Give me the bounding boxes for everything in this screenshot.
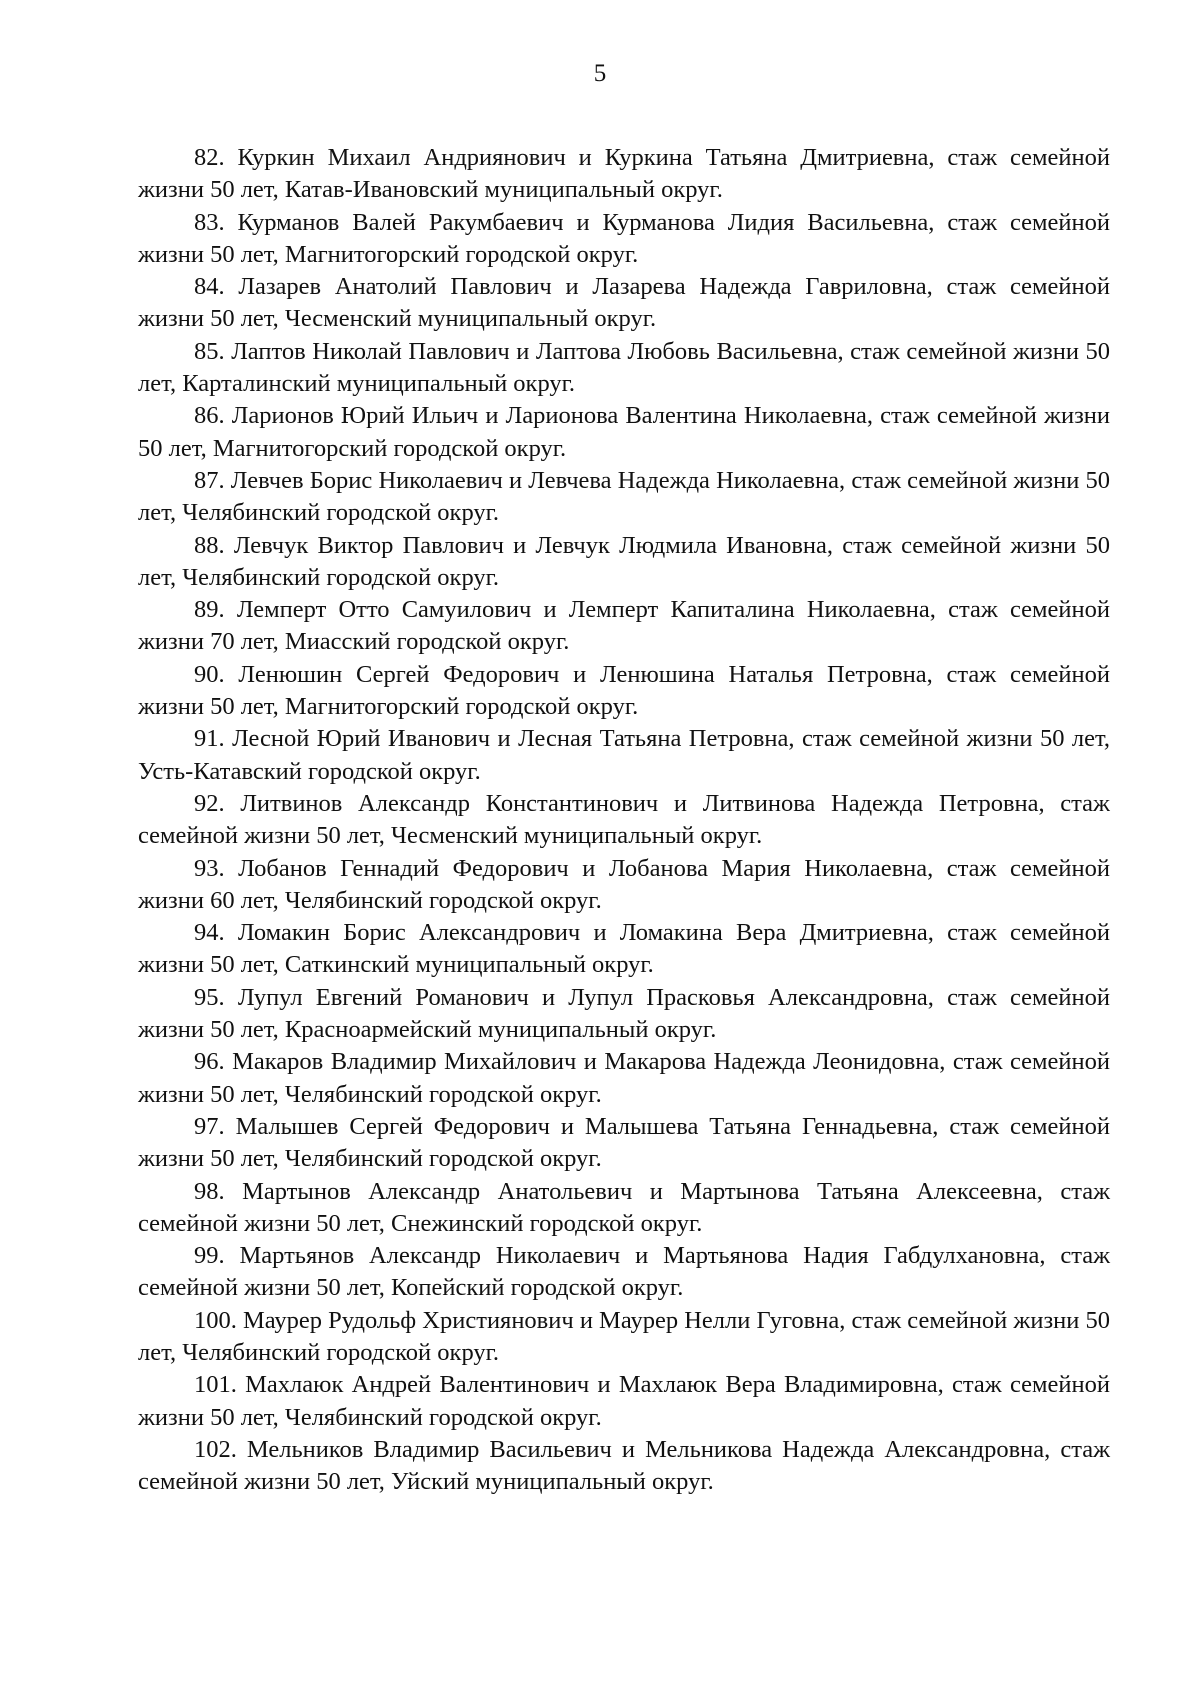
list-item: 100. Маурер Рудольф Християнович и Маурер Нелли Гуговна, стаж семейной жизни 50 лет, Челябинский городской округ.	[138, 1306, 1110, 1366]
list-item: 95. Лупул Евгений Романович и Лупул Прасковья Александровна, стаж семейной жизни 50 лет, Красноармейский муниципальный округ.	[138, 983, 1110, 1044]
list-item: 82. Куркин Михаил Андриянович и Куркина Татьяна Дмитриевна, стаж семейной жизни 50 лет, Катав-Ивановский муниципальный округ.	[138, 144, 1110, 204]
list-item: 84. Лазарев Анатолий Павлович и Лазарева Надежда Гавриловна, стаж семейной жизни 50 лет, Чесменский муниципальный округ.	[138, 273, 1110, 333]
list-item: 83. Курманов Валей Ракумбаевич и Курманова Лидия Васильевна, стаж семейной жизни 50 лет, Магнитогорский городской округ.	[138, 208, 1110, 268]
list-item: 97. Малышев Сергей Федорович и Малышева Татьяна Геннадьевна, стаж семейной жизни 50 лет, Челябинский городской округ.	[138, 1112, 1110, 1173]
list-item: 91. Лесной Юрий Иванович и Лесная Татьяна Петровна, стаж семейной жизни 50 лет, Усть-Катавский городской округ.	[138, 725, 1110, 785]
list-item: 101. Махлаюк Андрей Валентинович и Махлаюк Вера Владимировна, стаж семейной жизни 50 лет, Челябинский городской округ.	[138, 1371, 1110, 1431]
list-item: 89. Лемперт Отто Самуилович и Лемперт Капиталина Николаевна, стаж семейной жизни 70 лет, Миасский городской округ.	[138, 596, 1110, 656]
list-item: 96. Макаров Владимир Михайлович и Макарова Надежда Леонидовна, стаж семейной жизни 50 лет, Челябинский городской округ.	[138, 1048, 1110, 1108]
list-item: 93. Лобанов Геннадий Федорович и Лобанова Мария Николаевна, стаж семейной жизни 60 лет, Челябинский городской округ.	[138, 854, 1110, 914]
list-item: 92. Литвинов Александр Константинович и Литвинова Надежда Петровна, стаж семейной жизни 50 лет, Чесменский муниципальный округ.	[138, 789, 1110, 850]
list-item: 98. Мартынов Александр Анатольевич и Мартынова Татьяна Алексеевна, стаж семейной жизни 50 лет, Снежинский городской округ.	[138, 1177, 1110, 1237]
award-list	[138, 142, 1110, 1498]
page-number: 5	[593, 60, 607, 87]
list-item: 94. Ломакин Борис Александрович и Ломакина Вера Дмитриевна, стаж семейной жизни 50 лет, Саткинский муниципальный округ.	[138, 919, 1110, 979]
list-item: 87. Левчев Борис Николаевич и Левчева Надежда Николаевна, стаж семейной жизни 50 лет, Челябинский городской округ.	[138, 466, 1110, 527]
list-item: 90. Ленюшин Сергей Федорович и Ленюшина Наталья Петровна, стаж семейной жизни 50 лет, Магнитогорский городской округ.	[138, 660, 1110, 721]
list-item: 102. Мельников Владимир Васильевич и Мельникова Надежда Александровна, стаж семейной жизни 50 лет, Уйский муниципальный округ.	[138, 1435, 1110, 1496]
list-item: 88. Левчук Виктор Павлович и Левчук Людмила Ивановна, стаж семейной жизни 50 лет, Челябинский городской округ.	[138, 531, 1110, 591]
list-item: 99. Мартьянов Александр Николаевич и Мартьянова Надия Габдулхановна, стаж семейной жизни 50 лет, Копейский городской округ.	[138, 1242, 1110, 1302]
list-item: 85. Лаптов Николай Павлович и Лаптова Любовь Васильевна, стаж семейной жизни 50 лет, Карталинский муниципальный округ.	[138, 337, 1110, 398]
list-item: 86. Ларионов Юрий Ильич и Ларионова Валентина Николаевна, стаж семейной жизни 50 лет, Магнитогорский городской округ.	[138, 402, 1110, 462]
